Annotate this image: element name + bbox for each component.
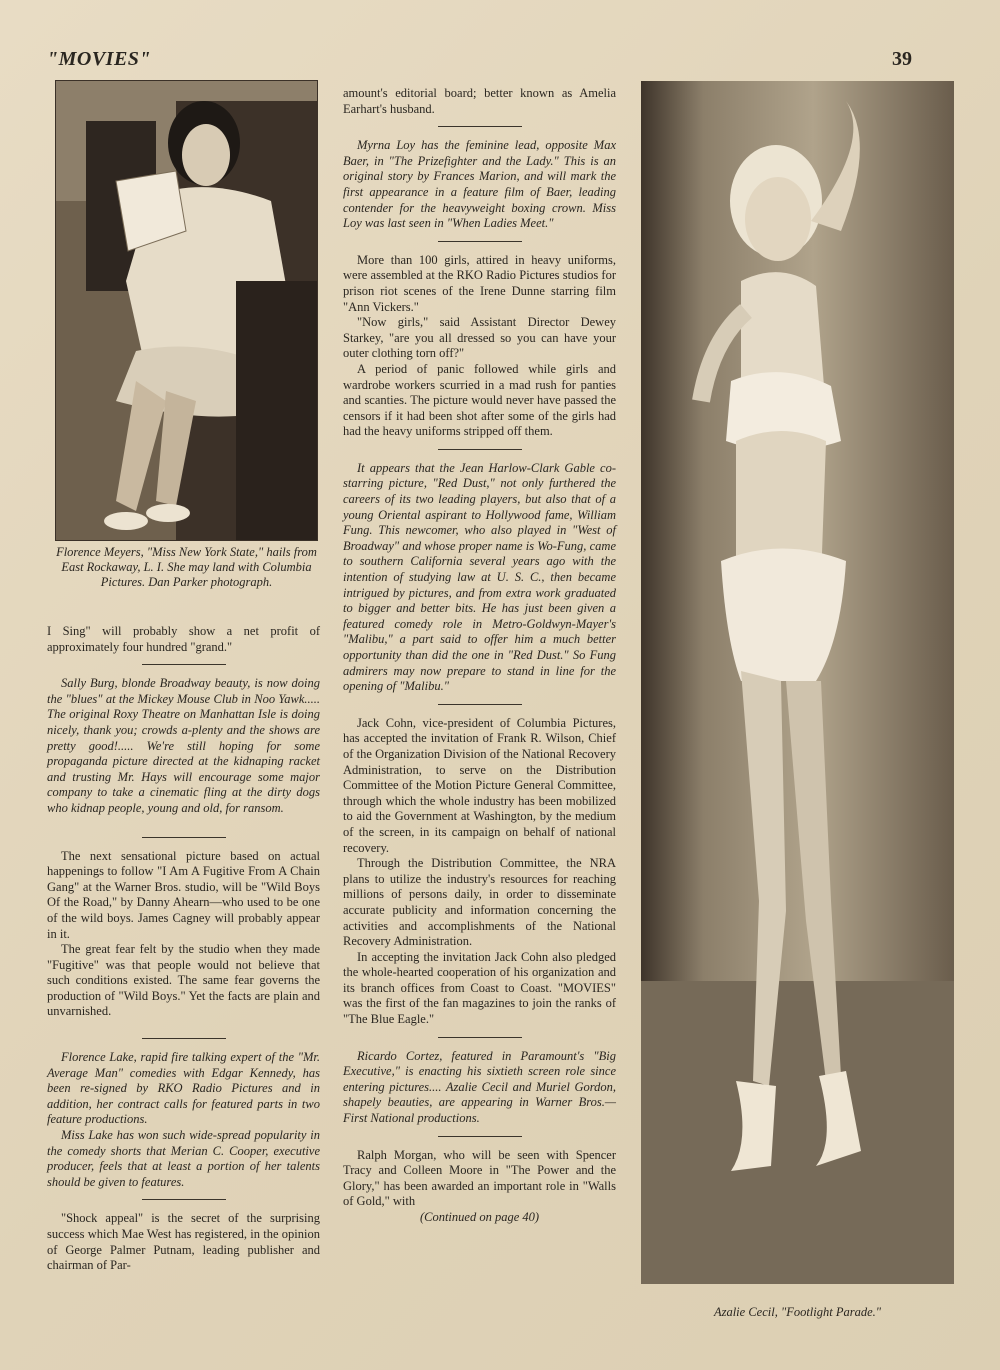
col2-paragraph: In accepting the invitation Jack Cohn also pledged the whole-hearted cooperation of his organization and its branch offices from Coast to Coast. "MOVIES" was the first of the fan magazines to join the ranks of "The Blue Eagle." <box>343 949 616 1027</box>
divider <box>438 449 522 450</box>
col2-paragraph: Ricardo Cortez, featured in Paramount's "Big Executive," is enacting his sixtieth screen role since entering pictures.... Azalie Cecil and Muriel Gordon, shapely beauties, are appearing in Warner Bros.—First National productions. <box>343 1048 616 1126</box>
col1-paragraph: Sally Burg, blonde Broadway beauty, is now doing the "blues" at the Mickey Mouse Club in Noo Yawk..... The original Roxy Theatre on Manhattan Isle is doing nicely, thank you; crowds a-plenty and the shows are pretty good!..... We're still hoping for some propaganda picture directed at the kidnaping racket and trusting Mr. Hays will encourage some major company to take a cinematic fling at the dirty dogs who kidnap people, young and old, for ransom. <box>47 676 320 815</box>
col1-paragraph: Florence Lake, rapid fire talking expert of the "Mr. Average Man" comedies with Edgar Kennedy, has been re-signed by RKO Radio Pictures and in addition, her contract calls for featured parts in two feature productions. <box>47 1050 320 1127</box>
col1-paragraph: Miss Lake has won such wide-spread popularity in the comedy shorts that Merian C. Cooper, executive producer, feels that at least a portion of her talents should be given to features. <box>47 1128 320 1189</box>
standing-dancer-illustration <box>641 81 954 1284</box>
photo-azalie-cecil <box>641 81 954 1284</box>
page-number: 39 <box>892 48 912 70</box>
continued-note: (Continued on page 40) <box>419 1210 540 1224</box>
divider <box>438 704 522 705</box>
col2-paragraph: Myrna Loy has the feminine lead, opposite Max Baer, in "The Prizefighter and the Lady." This is an original story by Frances Marion, and will mark the first appearance in a feature film of Baer, leading contender for the heavyweight boxing crown. Miss Loy was last seen in "When Ladies Meet." <box>343 138 616 231</box>
col1-paragraph: "Shock appeal" is the secret of the surprising success which Mae West has registered, in the opinion of George Palmer Putnam, leading publisher and chairman of Par- <box>47 1211 320 1273</box>
magazine-title: "MOVIES" <box>47 48 152 70</box>
col2-paragraph: Ralph Morgan, who will be seen with Spencer Tracy and Colleen Moore in "The Power and the Glory," has been awarded an important role in "Walls of Gold," with <box>343 1147 616 1209</box>
divider <box>438 1136 522 1137</box>
divider <box>438 126 522 127</box>
col2-paragraph: amount's editorial board; better known as Amelia Earhart's husband. <box>343 86 616 116</box>
photo2-caption: Azalie Cecil, "Footlight Parade." <box>713 1305 882 1319</box>
divider <box>142 1038 226 1039</box>
divider <box>142 1199 226 1200</box>
col1-paragraph: The great fear felt by the studio when they made "Fugitive" was that people would not believe that such conditions existed. The same fear governs the production of "Wild Boys." Yet the facts are plain and unvarnished. <box>47 942 320 1019</box>
col2-paragraph: "Now girls," said Assistant Director Dewey Starkey, "are you all dressed so you can have your outer clothing torn off?" <box>343 315 616 361</box>
photo1-caption: Florence Meyers, "Miss New York State," hails from East Rockaway, L. I. She may land with Columbia Pictures. Dan Parker photograph. <box>56 545 317 589</box>
column-1 <box>47 624 320 1274</box>
col2-paragraph: Through the Distribution Committee, the NRA plans to utilize the industry's resources for reaching millions of persons daily, in order to disseminate accurate publicity and information concerning the activities and accomplishments of the National Recovery Administration. <box>343 856 616 949</box>
column-2 <box>343 86 616 1226</box>
col1-paragraph: I Sing" will probably show a net profit of approximately four hundred "grand." <box>47 624 320 654</box>
col2-paragraph: A period of panic followed while girls and wardrobe workers scurried in a mad rush for panties and scanties. The picture would never have passed the censors if it had been shot after some of the girls had had the heavy uniforms stripped off them. <box>343 361 616 439</box>
col1-paragraph: The next sensational picture based on actual happenings to follow "I Am A Fugitive From A Chain Gang" at the Warner Bros. studio, will be "Wild Boys Of the Road," by Danny Ahearn—who used to be one of the wild boys. James Cagney will probably appear in it. <box>47 848 320 941</box>
col2-paragraph: It appears that the Jean Harlow-Clark Gable co-starring picture, "Red Dust," not only furthered the careers of its two leading players, but also that of a young Oriental aspirant to Hollywood fame, William Fung. This newcomer, who also played in "West of Broadway" and whose proper name is Wo-Fung, came to southern California several years ago with the intention of studying law at U. S. C., then became intrigued by pictures, and from extra work graduated to bigger and better bits. He has just been given a featured comedy role in Metro-Goldwyn-Mayer's "Malibu," a part said to offer him a much better opportunity than did the one in "Red Dust." So Fung admirers may now prepare to stand in line for the opening of "Malibu." <box>343 460 616 694</box>
seated-woman-illustration <box>56 81 317 540</box>
divider <box>142 837 226 838</box>
col2-paragraph: More than 100 girls, attired in heavy uniforms, were assembled at the RKO Radio Pictures studios for prison riot scenes of the Irene Dunne starring film "Ann Vickers." <box>343 252 616 314</box>
col2-paragraph: Jack Cohn, vice-president of Columbia Pictures, has accepted the invitation of Frank R. Wilson, Chief of the Organization Division of the National Recovery Administration, to serve on the Distribution Committee of the Motion Picture General Committee, through which the whole industry has been mobilized to aid the Government at Washington, by the medium of the screen, in its campaign on behalf of national recovery. <box>343 715 616 855</box>
divider <box>438 241 522 242</box>
photo-florence-meyers <box>55 80 318 541</box>
divider <box>438 1037 522 1038</box>
divider <box>142 664 226 665</box>
